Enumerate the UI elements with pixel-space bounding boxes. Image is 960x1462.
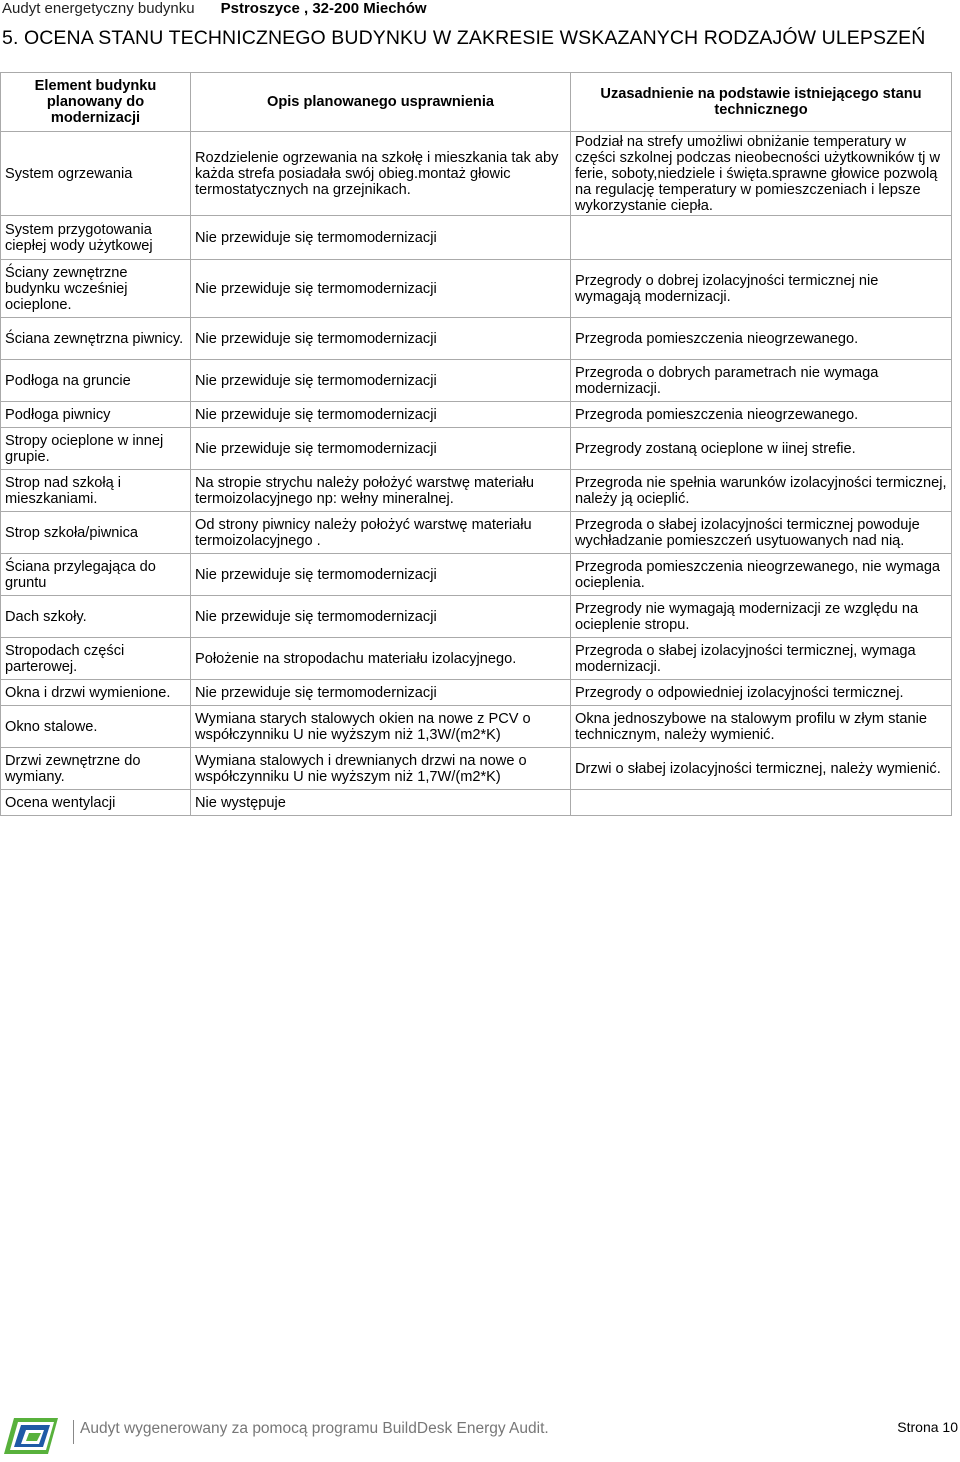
page-footer [0, 1412, 960, 1462]
justification-cell: Przegroda pomieszczenia nieogrzewanego. [571, 318, 952, 360]
element-cell: System przygotowania ciepłej wody użytkowej [1, 216, 191, 260]
description-cell: Nie przewiduje się termomodernizacji [191, 680, 571, 706]
description-cell: Od strony piwnicy należy położyć warstwę materiału termoizolacyjnego . [191, 512, 571, 554]
column-header-description: Opis planowanego usprawnienia [191, 73, 571, 132]
builddesk-logo-icon [4, 1414, 58, 1458]
table-row [1, 512, 952, 554]
page-number: Strona 10 [897, 1419, 958, 1435]
description-cell: Położenie na stropodachu materiału izolacyjnego. [191, 638, 571, 680]
table-row [1, 596, 952, 638]
description-cell: Nie przewiduje się termomodernizacji [191, 402, 571, 428]
table-row [1, 260, 952, 318]
justification-cell: Okna jednoszybowe na stalowym profilu w złym stanie technicznym, należy wymienić. [571, 706, 952, 748]
description-cell: Wymiana stalowych i drewnianych drzwi na nowe o współczynniku U nie wyższym niż 1,7W/(m2*K) [191, 748, 571, 790]
justification-cell: Przegroda nie spełnia warunków izolacyjności termicznej, należy ją ocieplić. [571, 470, 952, 512]
justification-cell: Przegroda o dobrych parametrach nie wymaga modernizacji. [571, 360, 952, 402]
element-cell: Ściana przylegająca do gruntu [1, 554, 191, 596]
justification-cell [571, 216, 952, 260]
element-cell: Ocena wentylacji [1, 790, 191, 816]
description-cell: Rozdzielenie ogrzewania na szkołę i mieszkania tak aby każda strefa posiadała swój obieg.montaż głowic termostatycznych na grzejnikach. [191, 132, 571, 216]
justification-cell: Przegroda pomieszczenia nieogrzewanego. [571, 402, 952, 428]
element-cell: Stropodach części parterowej. [1, 638, 191, 680]
description-cell: Nie przewiduje się termomodernizacji [191, 554, 571, 596]
description-cell: Wymiana starych stalowych okien na nowe z PCV o współczynniku U nie wyższym niż 1,3W/(m2*K) [191, 706, 571, 748]
element-cell: System ogrzewania [1, 132, 191, 216]
justification-cell: Przegrody zostaną ocieplone w iinej strefie. [571, 428, 952, 470]
header-address: Pstroszyce , 32-200 Miechów [220, 0, 427, 17]
table-row [1, 402, 952, 428]
column-header-justification: Uzasadnienie na podstawie istniejącego stanu technicznego [571, 73, 952, 132]
justification-cell: Przegrody nie wymagają modernizacji ze względu na ocieplenie stropu. [571, 596, 952, 638]
table-row [1, 706, 952, 748]
footer-generated-text: Audyt wygenerowany za pomocą programu BuildDesk Energy Audit. [80, 1420, 549, 1437]
justification-cell: Przegroda o słabej izolacyjności termicznej powoduje wychładzanie pomieszczeń usytuowanych nad nią. [571, 512, 952, 554]
table-row [1, 318, 952, 360]
table-row [1, 790, 952, 816]
table-row [1, 470, 952, 512]
justification-cell [571, 790, 952, 816]
table-row [1, 216, 952, 260]
description-cell: Nie przewiduje się termomodernizacji [191, 318, 571, 360]
description-cell: Nie przewiduje się termomodernizacji [191, 360, 571, 402]
description-cell: Na stropie strychu należy położyć warstwę materiału termoizolacyjnego np: wełny mineralnej. [191, 470, 571, 512]
table-row [1, 680, 952, 706]
table-row [1, 748, 952, 790]
element-cell: Stropy ocieplone w innej grupie. [1, 428, 191, 470]
element-cell: Strop nad szkołą i mieszkaniami. [1, 470, 191, 512]
element-cell: Strop szkoła/piwnica [1, 512, 191, 554]
section-title: 5. OCENA STANU TECHNICZNEGO BUDYNKU W ZAKRESIE WSKAZANYCH RODZAJÓW ULEPSZEŃ [2, 27, 926, 49]
description-cell: Nie przewiduje się termomodernizacji [191, 596, 571, 638]
element-cell: Ściany zewnętrzne budynku wcześniej ocieplone. [1, 260, 191, 318]
running-header [2, 0, 427, 20]
justification-cell: Drzwi o słabej izolacyjności termicznej, należy wymienić. [571, 748, 952, 790]
header-app-title: Audyt energetyczny budynku [2, 0, 195, 17]
justification-cell: Przegroda pomieszczenia nieogrzewanego, nie wymaga ocieplenia. [571, 554, 952, 596]
table-header-row [1, 73, 952, 132]
table-row [1, 554, 952, 596]
element-cell: Okno stalowe. [1, 706, 191, 748]
description-cell: Nie występuje [191, 790, 571, 816]
footer-separator [73, 1420, 74, 1444]
description-cell: Nie przewiduje się termomodernizacji [191, 428, 571, 470]
element-cell: Podłoga piwnicy [1, 402, 191, 428]
element-cell: Ściana zewnętrzna piwnicy. [1, 318, 191, 360]
justification-cell: Przegrody o odpowiedniej izolacyjności termicznej. [571, 680, 952, 706]
justification-cell: Przegroda o słabej izolacyjności termicznej, wymaga modernizacji. [571, 638, 952, 680]
justification-cell: Przegrody o dobrej izolacyjności termicznej nie wymagają modernizacji. [571, 260, 952, 318]
description-cell: Nie przewiduje się termomodernizacji [191, 260, 571, 318]
improvements-table [0, 72, 952, 816]
table-row [1, 132, 952, 216]
table-row [1, 428, 952, 470]
table-row [1, 360, 952, 402]
element-cell: Drzwi zewnętrzne do wymiany. [1, 748, 191, 790]
element-cell: Dach szkoły. [1, 596, 191, 638]
column-header-element: Element budynku planowany do modernizacji [1, 73, 191, 132]
element-cell: Okna i drzwi wymienione. [1, 680, 191, 706]
justification-cell: Podział na strefy umożliwi obniżanie temperatury w części szkolnej podczas nieobecności użytkowników tj w ferie, soboty,niedziele i święta.sprawne głowice pozwolą na regulację temperatury w pomieszczeniach i lepsze wykorzystanie ciepła. [571, 132, 952, 216]
table-row [1, 638, 952, 680]
description-cell: Nie przewiduje się termomodernizacji [191, 216, 571, 260]
element-cell: Podłoga na gruncie [1, 360, 191, 402]
